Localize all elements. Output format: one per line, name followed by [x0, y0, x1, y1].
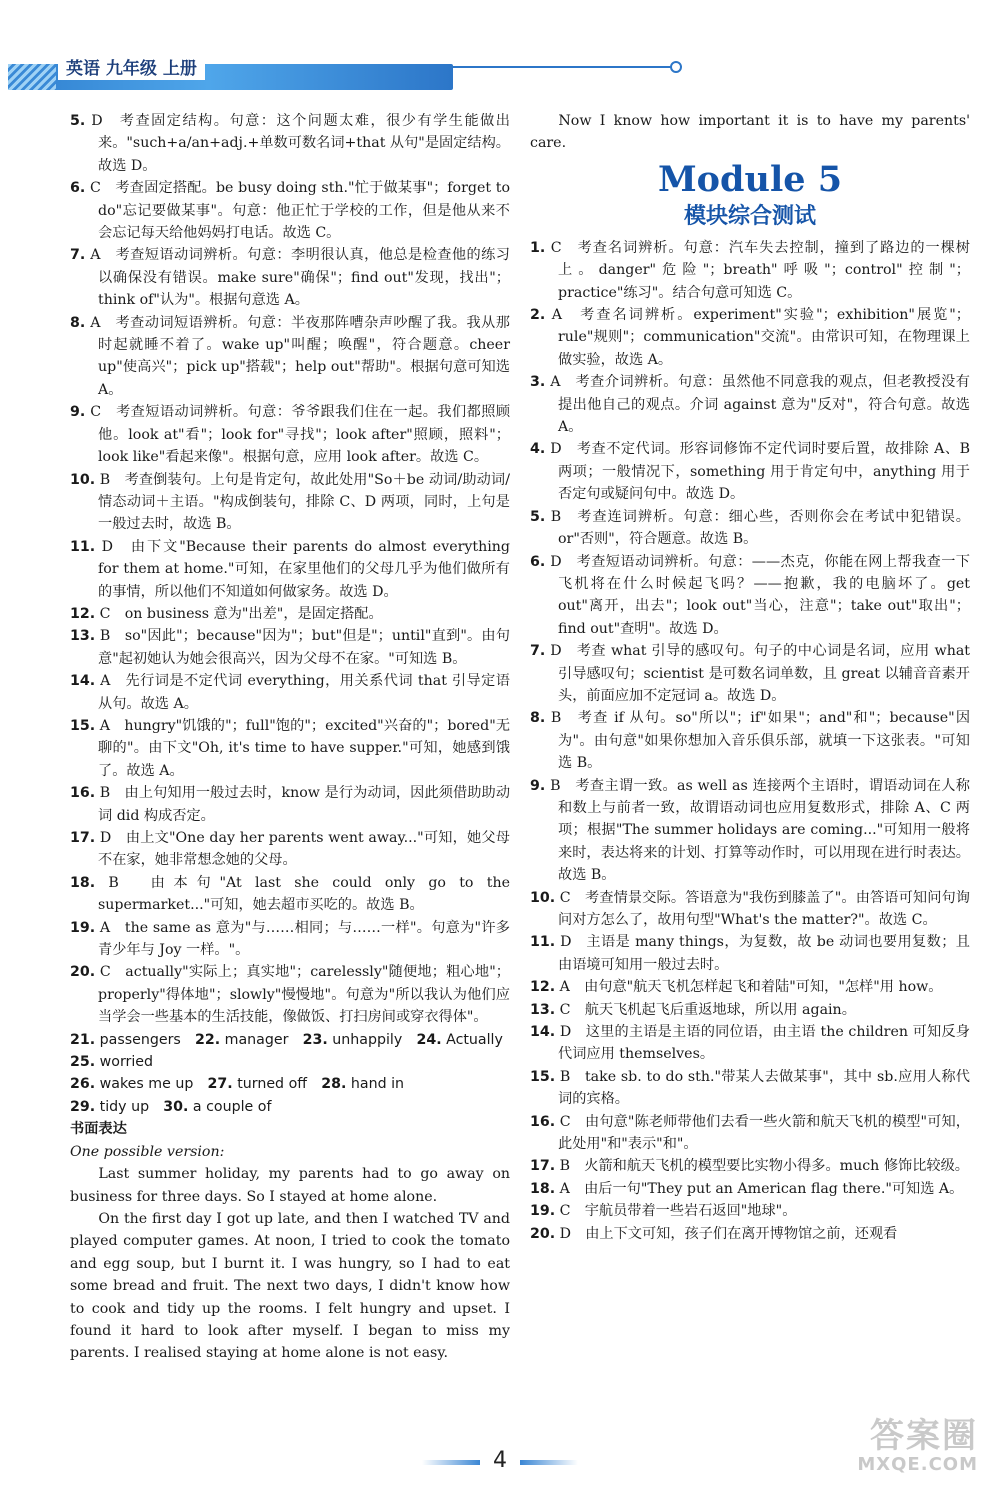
fill-word: passengers	[99, 1031, 181, 1048]
answer-number: 20.	[530, 1225, 556, 1242]
header-title: 英语 九年级 上册	[58, 58, 205, 80]
answer-number: 18.	[70, 874, 96, 891]
answer-text: B 考查 if 从句。so"所以"；if"如果"；and"和"；because"因为"。由句意"如果你想加入音乐俱乐部，就填一下这张表。"可知选 B。	[550, 710, 971, 772]
fill-number: 25.	[70, 1054, 96, 1071]
fill-number: 22.	[195, 1031, 221, 1048]
answer-item	[70, 917, 510, 962]
fill-answer-line	[70, 1029, 510, 1051]
answer-number: 19.	[70, 919, 96, 936]
watermark-url: MXQE.COM	[857, 1454, 978, 1475]
answer-item	[530, 506, 970, 551]
answer-text: D 由下文"Because their parents do almost everything for them at home."可知，在家里他们的父母几乎为他们做所有的事情，所以他们不知道如何做家务。故选 D。	[98, 538, 510, 600]
answer-item	[70, 401, 510, 468]
fill-number: 26.	[70, 1076, 96, 1093]
answer-item	[70, 469, 510, 536]
answer-number: 14.	[70, 673, 96, 690]
answer-number: 9.	[70, 404, 86, 421]
answer-text: B so"因此"；because"因为"；but"但是"；until"直到"。由句意"起初她认为她会很高兴，因为父母不在家。"可知选 B。	[98, 628, 510, 667]
answer-text: A the same as 意为"与……相同；与……一样"。句意为"许多青少年与 Joy 一样。"。	[98, 919, 510, 959]
answer-text: B take sb. to do sth."带某人去做某事"，其中 sb.应用人称代词的宾格。	[558, 1068, 970, 1108]
answer-item	[70, 715, 510, 782]
answer-number: 17.	[70, 830, 96, 846]
answer-item	[530, 775, 970, 887]
header-dot	[670, 61, 682, 73]
answer-number: 11.	[530, 934, 556, 951]
fill-number: 23.	[302, 1031, 328, 1048]
answer-number: 16.	[530, 1113, 556, 1130]
writing-version-label: One possible version:	[70, 1143, 225, 1160]
answer-item	[530, 1111, 970, 1156]
answer-item	[70, 110, 510, 177]
answer-item	[530, 1066, 970, 1111]
answer-number: 7.	[70, 247, 86, 264]
fill-number: 30.	[163, 1098, 189, 1115]
answer-text: D 考查不定代词。形容词修饰不定代词时要后置，故排除 A、B 两项；一般情况下，something 用于肯定句中，anything 用于否定句或疑问句中。故选 D。	[550, 441, 971, 503]
fill-answer-line	[70, 1073, 510, 1095]
answer-item	[70, 244, 510, 311]
fill-number: 28.	[321, 1076, 347, 1093]
fill-word: manager	[224, 1031, 289, 1048]
answer-text: C 考查短语动词辨析。句意：爷爷跟我们住在一起。我们都照顾他。look at"看"；look for"寻找"；look after"照顾，照料"；look like"看起来像"。根据句意，应用 look after。故选 C。	[90, 404, 511, 466]
answer-text: C on business 意为"出差"，是固定搭配。	[99, 605, 383, 622]
right-answer-list	[530, 237, 970, 1245]
answer-number: 6.	[70, 180, 86, 197]
answer-item	[530, 371, 970, 438]
fill-number: 27.	[207, 1076, 233, 1093]
answer-item	[70, 312, 510, 402]
answer-number: 3.	[530, 374, 546, 391]
answer-item	[530, 551, 970, 641]
left-column	[70, 110, 510, 1365]
module-title: Module 5	[657, 158, 843, 200]
answer-number: 13.	[530, 1001, 556, 1018]
answer-number: 1.	[530, 239, 546, 256]
answer-text: B 由本句"At last she could only go to the supermarket..."可知，她去超市买吃的。故选 B。	[98, 874, 510, 914]
answer-number: 8.	[70, 314, 86, 331]
fill-word: tidy up	[99, 1098, 150, 1115]
answer-text: C 考查固定搭配。be busy doing sth."忙于做某事"；forget to do"忘记要做某事"。句意：他正忙于学校的工作，但是他从来不会忘记每天给他妈妈打电话。故选 C。	[89, 180, 510, 242]
answer-text: A 先行词是不定代词 everything，用关系代词 that 引导定语从句。故选 A。	[98, 673, 510, 712]
watermark	[818, 1418, 978, 1476]
answer-text: B 考查连词辨析。句意：细心些，否则你会在考试中犯错误。or"否则"，符合题意。故选 B。	[550, 508, 970, 548]
fill-word: hand in	[350, 1076, 405, 1093]
writing-paragraph-1: Last summer holiday, my parents had to go away on business for three days. So I stayed at home alone.	[70, 1166, 510, 1205]
answer-number: 11.	[70, 538, 96, 555]
answer-text: D 主语是 many things，为复数，故 be 动词也要用复数；且由语境可知用一般过去时。	[558, 934, 970, 973]
answer-text: D 由上文"One day her parents went away..."可知，她父母不在家，她非常想念她的父母。	[98, 830, 510, 869]
answer-text: D 这里的主语是主语的同位语，由主语 the children 可知反身代词应用 themselves。	[558, 1024, 970, 1063]
answer-item	[530, 887, 970, 932]
answer-number: 6.	[530, 553, 546, 570]
answer-number: 5.	[530, 508, 546, 525]
answer-number: 18.	[530, 1180, 556, 1197]
writing-paragraph-2: On the first day I got up late, and then I watched TV and played computer games. At noon, I tried to cook the tomato and egg soup, but I burnt it. I was hungry, so I had to eat some bread and fruit. The next two days, I didn't know how to cook and tidy up the rooms. I felt hungry and upset. I found it hard to look after myself. I began to miss my parents. I realised staying at home alone is not easy.	[70, 1210, 510, 1362]
answer-item	[530, 1200, 970, 1222]
answer-text: B 考查倒装句。上句是肯定句，故此处用"So＋be 动词/助动词/情态动词＋主语。"构成倒装句，排除 C、D 两项，同时，上句是一般过去时，故选 B。	[98, 471, 510, 533]
answer-text: C actually"实际上；真实地"；carelessly"随便地；粗心地"；properly"得体地"；slowly"慢慢地"。句意为"所以我认为他们应当学会一些基本的生活技能，像做饭、打扫房间或穿衣得体"。	[98, 964, 510, 1026]
fill-answer-list	[70, 1029, 510, 1119]
answer-text: D 由上下文可知，孩子们在离开博物馆之前，还观看	[559, 1225, 898, 1242]
fill-number: 29.	[70, 1098, 96, 1115]
answer-text: A 考查名词辨析。experiment"实验"；exhibition"展览"；rule"规则"；communication"交流"。由常识可知，在物理课上做实验，故选 A。	[551, 307, 970, 368]
answer-number: 15.	[70, 717, 96, 734]
answer-text: C 考查名词辨析。句意：汽车失去控制，撞到了路边的一棵树上。danger"危险"；breath"呼吸"；control"控制"；practice"练习"。结合句意可知选 C。	[550, 239, 970, 301]
answer-item	[70, 603, 510, 625]
footer-bar-left	[422, 1460, 480, 1465]
answer-number: 9.	[530, 777, 546, 794]
footer-bar-right	[520, 1460, 578, 1465]
answer-number: 20.	[70, 964, 96, 981]
answer-number: 19.	[530, 1203, 556, 1220]
answer-number: 4.	[530, 441, 546, 458]
fill-word: Actually	[446, 1031, 503, 1048]
answer-number: 7.	[530, 643, 546, 660]
answer-text: C 航天飞机起飞后重返地球，所以用 again。	[559, 1001, 856, 1018]
answer-text: C 宇航员带着一些岩石返回"地球"。	[559, 1203, 797, 1220]
fill-word: unhappily	[332, 1031, 403, 1048]
answer-item	[530, 1021, 970, 1066]
fill-word: wakes me up	[99, 1076, 194, 1093]
answer-number: 13.	[70, 628, 96, 645]
fill-word: a couple of	[192, 1098, 272, 1115]
answer-item	[530, 999, 970, 1021]
fill-word: turned off	[237, 1076, 308, 1093]
page-header	[0, 56, 1000, 96]
answer-item	[530, 640, 970, 707]
fill-word: worried	[99, 1054, 154, 1071]
answer-item	[530, 304, 970, 371]
writing-paragraph-3: Now I know how important it is to have my parents' care.	[530, 113, 970, 152]
fill-number: 24.	[416, 1031, 442, 1048]
answer-number: 12.	[530, 979, 556, 996]
answer-item	[70, 872, 510, 917]
answer-number: 2.	[530, 307, 546, 324]
answer-item	[70, 782, 510, 827]
answer-text: D 考查短语动词辨析。句意：——杰克，你能在网上帮我查一下飞机将在什么时候起飞吗？——抱歉，我的电脑坏了。get out"离开，出去"；look out"当心，注意"；take out"取出"；find out"查明"。故选 D。	[550, 553, 970, 637]
writing-heading: 书面表达	[70, 1121, 127, 1138]
answer-number: 17.	[530, 1158, 556, 1175]
page-number: 4	[493, 1448, 507, 1473]
right-column	[530, 110, 970, 1245]
answer-number: 12.	[70, 605, 96, 622]
answer-text: C 考查情景交际。答语意为"我伤到膝盖了"。由答语可知问句询问对方怎么了，故用句型"What's the matter?"。故选 C。	[558, 889, 970, 928]
fill-number: 21.	[70, 1031, 96, 1048]
answer-text: B 火箭和航天飞机的模型要比实物小得多。much 修饰比较级。	[559, 1158, 969, 1175]
answer-item	[530, 931, 970, 976]
answer-text: D 考查 what 引导的感叹句。句子的中心词是名词，应用 what 引导感叹句；scientist 是可数名词单数，且 great 以辅音音素开头，前面应加不定冠词 a。故选 D。	[550, 643, 970, 704]
answer-text: B 由上句知用一般过去时，know 是行为动词，因此须借助助动词 did 构成否定。	[98, 785, 511, 824]
answer-item	[530, 237, 970, 304]
answer-item	[530, 1223, 970, 1245]
answer-number: 10.	[70, 471, 96, 488]
answer-item	[70, 536, 510, 603]
answer-text: A 考查动词短语辨析。句意：半夜那阵嘈杂声吵醒了我。我从那时起就睡不着了。wake up"叫醒；唤醒"，符合题意。cheer up"使高兴"；pick up"搭载"；help out"帮助"。根据句意可知选 A。	[90, 314, 510, 398]
answer-item	[530, 438, 970, 505]
answer-item	[530, 1178, 970, 1200]
answer-number: 14.	[530, 1024, 556, 1041]
answer-text: C 由句意"陈老师带他们去看一些火箭和航天飞机的模型"可知，此处用"和"表示"和"。	[558, 1113, 970, 1153]
answer-number: 16.	[70, 785, 96, 802]
answer-number: 5.	[70, 113, 86, 129]
answer-text: A 由句意"航天飞机怎样起飞和着陆"可知，"怎样"用 how。	[559, 979, 943, 996]
answer-text: A hungry"饥饿的"；full"饱的"；excited"兴奋的"；bored"无聊的"。由下文"Oh, it's time to have supper."可知，她感到饿了。故选 A。	[98, 717, 511, 779]
fill-answer-line	[70, 1051, 510, 1073]
answer-text: A 考查短语动词辨析。句意：李明很认真，他总是检查他的练习以确保没有错误。make sure"确保"；find out"发现，找出"；think of"认为"。根据句意选 A。	[90, 247, 510, 309]
answer-item	[70, 961, 510, 1028]
answer-number: 10.	[530, 889, 556, 906]
answer-text: A 考查介词辨析。句意：虽然他不同意我的观点，但老教授没有提出他自己的观点。介词 against 意为"反对"，符合句意。故选 A。	[550, 374, 970, 436]
answer-text: D 考查固定结构。句意：这个问题太难，很少有学生能做出来。"such+a/an+adj.+单数可数名词+that 从句"是固定结构。故选 D。	[91, 113, 510, 174]
watermark-logo: 答案圈	[870, 1416, 978, 1456]
module-subtitle: 模块综合测试	[683, 203, 816, 229]
answer-number: 8.	[530, 710, 546, 727]
answer-item	[70, 827, 510, 872]
left-answer-list	[70, 110, 510, 1029]
fill-answer-line	[70, 1096, 510, 1118]
answer-number: 15.	[530, 1068, 556, 1085]
header-rule	[453, 66, 673, 68]
answer-item	[530, 1155, 970, 1177]
answer-item	[530, 707, 970, 774]
answer-text: A 由后一句"They put an American flag there."可知选 A。	[559, 1180, 964, 1197]
answer-item	[530, 976, 970, 998]
answer-text: B 考查主谓一致。as well as 连接两个主语时，谓语动词在人称和数上与前者一致，故谓语动词也应用复数形式，排除 A、C 两项；根据"The summer holidays are coming..."可知用一般将来时，表达将来的计划、打算等动作时，可以用现在进行时表达。故选 B。	[550, 777, 970, 884]
answer-item	[70, 670, 510, 715]
answer-item	[70, 625, 510, 670]
answer-item	[70, 177, 510, 244]
